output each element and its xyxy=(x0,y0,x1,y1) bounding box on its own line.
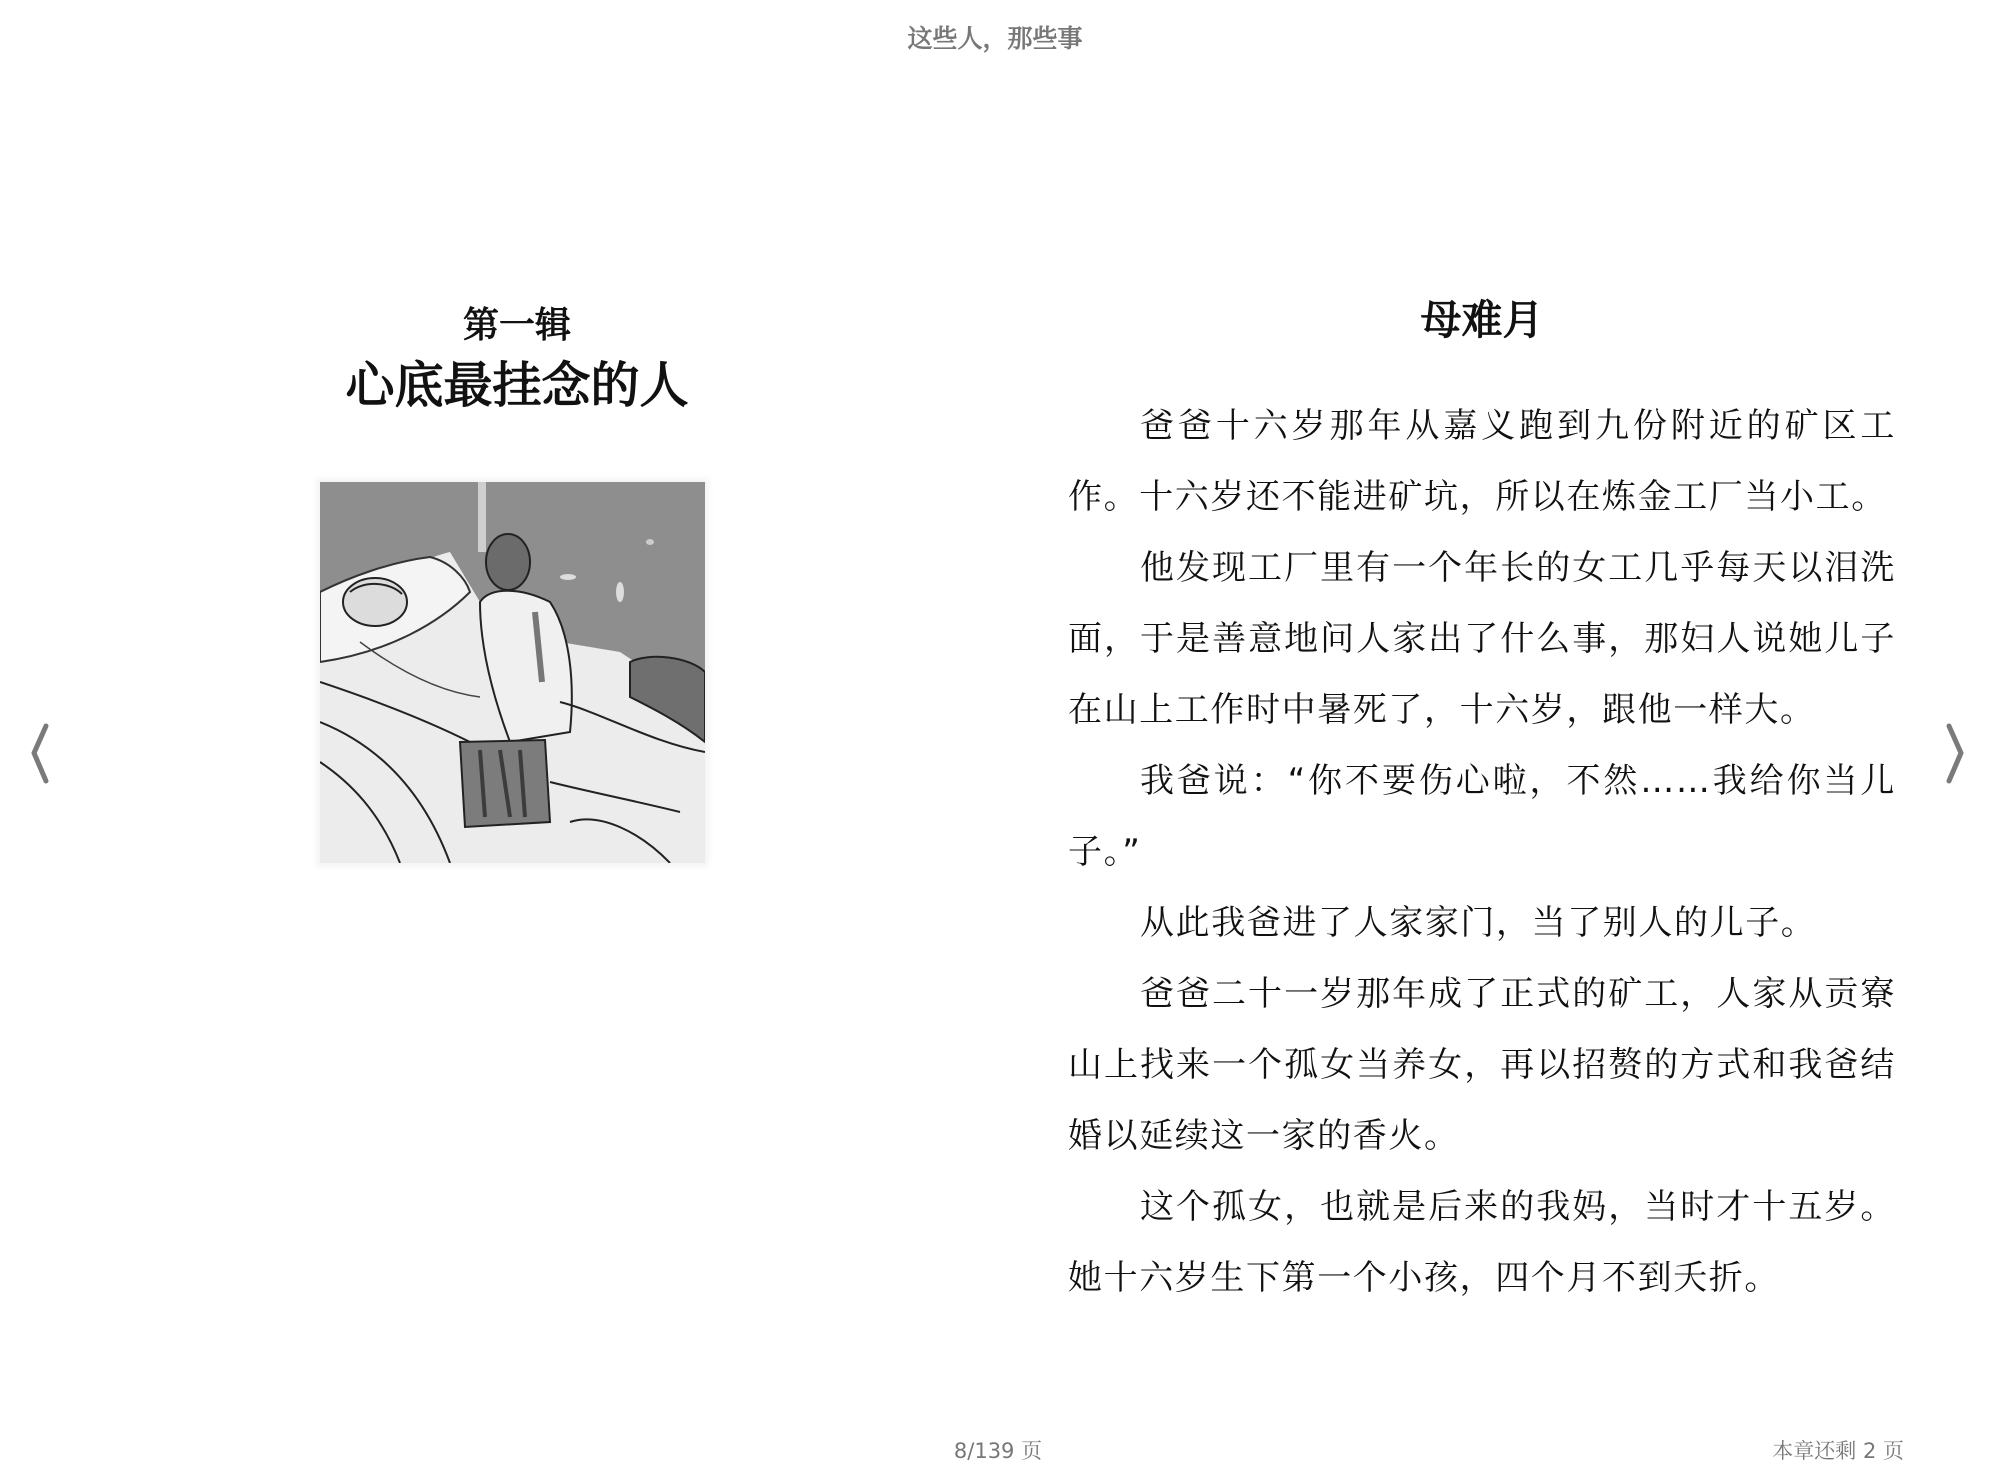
section-label: 第一辑 xyxy=(462,305,571,346)
book-title: 这些人，那些事 xyxy=(907,24,1083,53)
chevron-right-icon xyxy=(1935,720,1975,790)
paragraph: 爸爸二十一岁那年成了正式的矿工，人家从贡寮山上找来一个孤女当养女，再以招赘的方式和我爸结婚以延续这一家的香火。 xyxy=(1068,974,1896,1156)
section-title: 心底最挂念的人 xyxy=(345,357,689,414)
sketch-illustration xyxy=(320,482,705,863)
page-counter: 8/139 页 xyxy=(953,1439,1043,1463)
paragraph: 我爸说：“你不要伤心啦，不然……我给你当儿子。” xyxy=(1068,761,1896,872)
paragraph: 他发现工厂里有一个年长的女工几乎每天以泪洗面，于是善意地问人家出了什么事，那妇人说她儿子在山上工作时中暑死了，十六岁，跟他一样大。 xyxy=(1068,548,1896,730)
next-page-button[interactable] xyxy=(1935,720,1975,790)
paragraph: 从此我爸进了人家家门，当了别人的儿子。 xyxy=(1140,903,1817,943)
chapter-body xyxy=(1068,391,1896,1314)
chapter-remaining-pages: 本章还剩 2 页 xyxy=(1772,1439,1904,1463)
paragraph: 爸爸十六岁那年从嘉义跑到九份附近的矿区工作。十六岁还不能进矿坑，所以在炼金工厂当小工。 xyxy=(1068,406,1896,517)
chapter-title: 母难月 xyxy=(1420,296,1544,344)
bedside-sketch-icon xyxy=(320,482,705,863)
paragraph: 这个孤女，也就是后来的我妈，当时才十五岁。她十六岁生下第一个小孩，四个月不到夭折。 xyxy=(1068,1187,1896,1298)
